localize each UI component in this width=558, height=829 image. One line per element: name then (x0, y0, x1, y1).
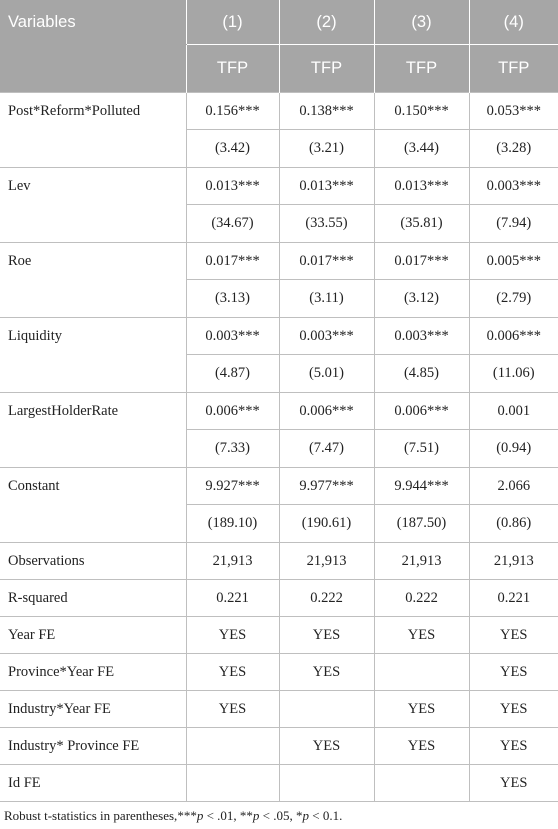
note-threshold-2: < .05, (259, 808, 296, 823)
stat-cell (186, 765, 279, 802)
table-footnote (4, 808, 342, 824)
coef-cell: 0.003*** (469, 168, 558, 205)
stat-cell: YES (374, 691, 469, 728)
stat-cell: 0.221 (186, 580, 279, 617)
tstat-cell: (3.21) (279, 130, 374, 168)
row-label: Industry* Province FE (0, 728, 186, 765)
coef-cell: 0.001 (469, 393, 558, 430)
table-row (0, 765, 558, 802)
note-stars-3: * (296, 808, 303, 823)
note-p-3: p (302, 808, 309, 823)
coef-cell: 0.156*** (186, 93, 279, 130)
stat-cell: YES (374, 728, 469, 765)
note-threshold-1: < .01, (203, 808, 240, 823)
tstat-cell: (11.06) (469, 355, 558, 393)
table-body (0, 93, 558, 802)
coef-cell: 0.006*** (374, 393, 469, 430)
row-label: Industry*Year FE (0, 691, 186, 728)
column-header-2: (2) (279, 0, 374, 45)
tstat-cell: (2.79) (469, 280, 558, 318)
stat-cell (279, 765, 374, 802)
table-row (0, 243, 558, 280)
dependent-header-4: TFP (469, 45, 558, 93)
coef-cell: 9.927*** (186, 468, 279, 505)
stat-cell: YES (279, 617, 374, 654)
row-label: Lev (0, 168, 186, 243)
coef-cell: 0.013*** (186, 168, 279, 205)
tstat-cell: (7.33) (186, 430, 279, 468)
coef-cell: 0.138*** (279, 93, 374, 130)
variables-header: Variables (0, 0, 186, 45)
stat-cell: 21,913 (186, 543, 279, 580)
stat-cell (186, 728, 279, 765)
table-row (0, 318, 558, 355)
coef-cell: 0.006*** (279, 393, 374, 430)
coef-cell: 0.017*** (186, 243, 279, 280)
variables-header-blank (0, 45, 186, 93)
tstat-cell: (7.47) (279, 430, 374, 468)
column-header-3: (3) (374, 0, 469, 45)
tstat-cell: (34.67) (186, 205, 279, 243)
stat-cell: YES (469, 691, 558, 728)
stat-cell: YES (469, 617, 558, 654)
row-label: Constant (0, 468, 186, 543)
coef-cell: 0.013*** (279, 168, 374, 205)
note-prefix: Robust t-statistics in parentheses, (4, 808, 178, 823)
tstat-cell: (187.50) (374, 505, 469, 543)
row-label: LargestHolderRate (0, 393, 186, 468)
stat-cell: 21,913 (374, 543, 469, 580)
tstat-cell: (7.51) (374, 430, 469, 468)
dependent-header-3: TFP (374, 45, 469, 93)
stat-cell: YES (469, 728, 558, 765)
tstat-cell: (4.87) (186, 355, 279, 393)
row-label: Id FE (0, 765, 186, 802)
coef-cell: 0.150*** (374, 93, 469, 130)
coef-cell: 0.003*** (279, 318, 374, 355)
coef-cell: 0.017*** (279, 243, 374, 280)
table-row (0, 691, 558, 728)
tstat-cell: (3.44) (374, 130, 469, 168)
note-stars-1: *** (177, 808, 197, 823)
stat-cell: 21,913 (279, 543, 374, 580)
stat-cell: YES (279, 728, 374, 765)
stat-cell (374, 765, 469, 802)
tstat-cell: (3.28) (469, 130, 558, 168)
coef-cell: 0.017*** (374, 243, 469, 280)
header-row-columns (0, 0, 558, 45)
note-p-1: p (196, 808, 204, 823)
dependent-header-1: TFP (186, 45, 279, 93)
table-row (0, 580, 558, 617)
coef-cell: 2.066 (469, 468, 558, 505)
stat-cell (279, 691, 374, 728)
header-row-dependent (0, 45, 558, 93)
stat-cell: YES (374, 617, 469, 654)
column-header-1: (1) (186, 0, 279, 45)
note-stars-2: ** (239, 808, 253, 823)
stat-cell: YES (186, 691, 279, 728)
tstat-cell: (3.11) (279, 280, 374, 318)
note-p-2: p (252, 808, 260, 823)
table-row (0, 93, 558, 130)
tstat-cell: (33.55) (279, 205, 374, 243)
coef-cell: 0.006*** (469, 318, 558, 355)
stat-cell: YES (469, 654, 558, 691)
stat-cell: YES (186, 617, 279, 654)
table-row (0, 543, 558, 580)
stat-cell: 0.222 (279, 580, 374, 617)
row-label: Roe (0, 243, 186, 318)
tstat-cell: (5.01) (279, 355, 374, 393)
coef-cell: 0.003*** (374, 318, 469, 355)
tstat-cell: (7.94) (469, 205, 558, 243)
table-row (0, 728, 558, 765)
table-row (0, 617, 558, 654)
coef-cell: 0.005*** (469, 243, 558, 280)
coef-cell: 9.977*** (279, 468, 374, 505)
coef-cell: 9.944*** (374, 468, 469, 505)
tstat-cell: (4.85) (374, 355, 469, 393)
coef-cell: 0.006*** (186, 393, 279, 430)
dependent-header-2: TFP (279, 45, 374, 93)
column-header-4: (4) (469, 0, 558, 45)
stat-cell: 0.221 (469, 580, 558, 617)
row-label: Liquidity (0, 318, 186, 393)
stat-cell: 21,913 (469, 543, 558, 580)
tstat-cell: (0.94) (469, 430, 558, 468)
row-label: R-squared (0, 580, 186, 617)
tstat-cell: (189.10) (186, 505, 279, 543)
row-label: Year FE (0, 617, 186, 654)
coef-cell: 0.003*** (186, 318, 279, 355)
coef-cell: 0.053*** (469, 93, 558, 130)
stat-cell: 0.222 (374, 580, 469, 617)
table-row (0, 654, 558, 691)
table-row (0, 393, 558, 430)
tstat-cell: (190.61) (279, 505, 374, 543)
tstat-cell: (0.86) (469, 505, 558, 543)
row-label: Province*Year FE (0, 654, 186, 691)
note-threshold-3: < 0.1. (309, 808, 343, 823)
tstat-cell: (3.12) (374, 280, 469, 318)
coef-cell: 0.013*** (374, 168, 469, 205)
stat-cell (374, 654, 469, 691)
tstat-cell: (3.13) (186, 280, 279, 318)
stat-cell: YES (469, 765, 558, 802)
row-label: Observations (0, 543, 186, 580)
stat-cell: YES (279, 654, 374, 691)
stat-cell: YES (186, 654, 279, 691)
table-row (0, 468, 558, 505)
table-row (0, 168, 558, 205)
tstat-cell: (3.42) (186, 130, 279, 168)
tstat-cell: (35.81) (374, 205, 469, 243)
row-label: Post*Reform*Polluted (0, 93, 186, 168)
